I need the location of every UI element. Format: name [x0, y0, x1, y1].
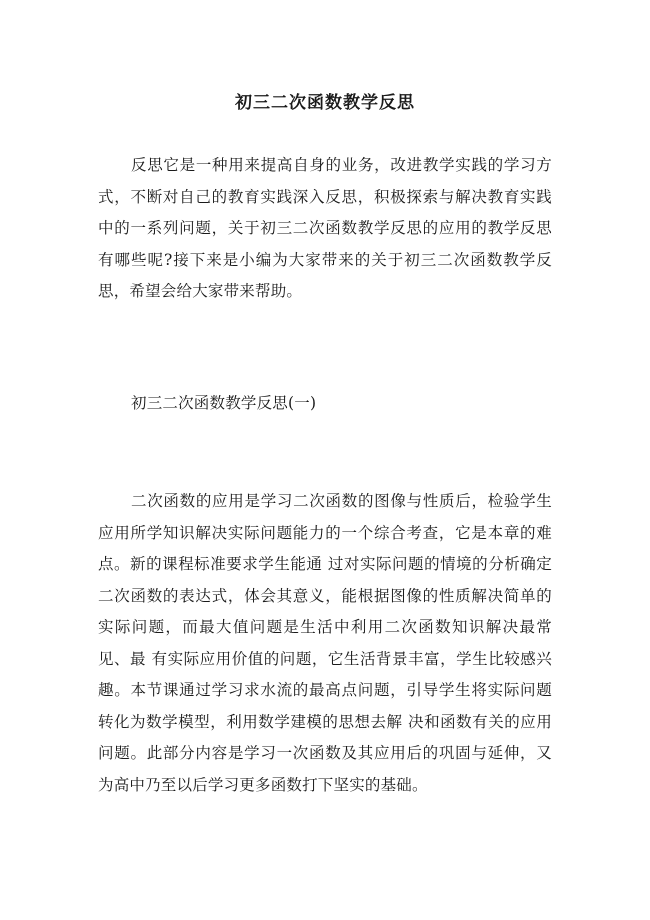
section-heading: 初三二次函数教学反思(一) — [131, 394, 317, 412]
document-title: 初三二次函数教学反思 — [235, 93, 415, 113]
section-body-paragraph: 二次函数的应用是学习二次函数的图像与性质后，检验学生应用所学知识解决实际问题能力的一个综合考查，它是本章的难点。新的课程标准要求学生能通 过对实际问题的情境的分析确定二次函数的表达式，体会其意义，能根据图像的性质解决简单的实际问题，而最大值问题是生活中利用二次函数知识解决最常见、最 有实际应用价值的问题，它生活背景丰富，学生比较感兴趣。本节课通过学习求水流的最高点问题，引导学生将实际问题转化为数学模型，利用数学建模的思想去解 决和函数有关的应用问题。此部分内容是学习一次函数及其应用后的巩固与延伸，又为高中乃至以后学习更多函数打下坚实的基础。 — [98, 492, 552, 794]
intro-paragraph: 反思它是一种用来提高自身的业务，改进教学实践的学习方式，不断对自己的教育实践深入反思，积极探索与解决教育实践中的一系列问题，关于初三二次函数教学反思的应用的教学反思有哪些呢?接下来是小编为大家带来的关于初三二次函数教学反思，希望会给大家带来帮助。 — [98, 156, 552, 300]
